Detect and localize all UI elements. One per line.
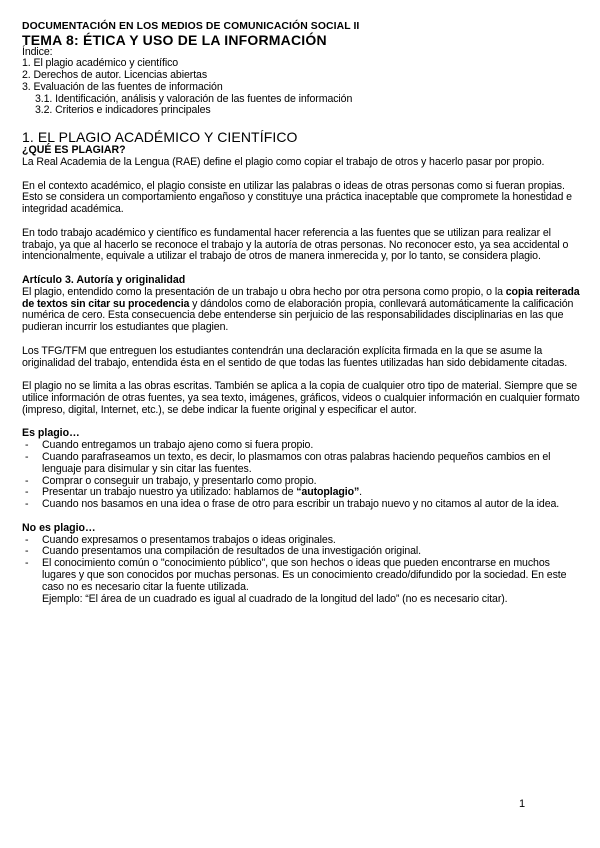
index-subitem: 3.1. Identificación, análisis y valoración de las fuentes de información — [35, 92, 353, 105]
page-number: 1 — [519, 798, 526, 810]
es-plagio-heading: Es plagio… — [22, 427, 80, 440]
no-es-plagio-heading: No es plagio… — [22, 521, 96, 534]
list-item: - Cuando nos basamos en una idea o frase de otro para escribir un trabajo nuevo y no citamos al autor de la idea. — [22, 499, 582, 511]
emphasis: “autoplagio” — [296, 486, 360, 499]
es-plagio-list — [22, 440, 582, 511]
example-text: Ejemplo: “El área de un cuadrado es igual al cuadrado de la longitud del lado” (no es necesario citar). — [42, 592, 508, 605]
section-heading: 1. EL PLAGIO ACADÉMICO Y CIENTÍFICO — [22, 129, 298, 146]
index-label: Índice: — [22, 45, 53, 58]
definition-paragraph: La Real Academia de la Lengua (RAE) define el plagio como copiar el trabajo de otros y hacerlo pasar por propio. — [22, 156, 545, 169]
academic-paragraph: En el contexto académico, el plagio consiste en utilizar las palabras o ideas de otras personas como si fueran propias. Esto se considera un comportamiento engañoso y constituye una práctica inaceptable que compromete la honestidad e integridad académica. — [22, 179, 572, 216]
no-es-plagio-list — [22, 535, 582, 606]
article-paragraph-1: El plagio, entendido como la presentación de un trabajo u obra hecho por otra persona como propio, o la copia reiterada de textos sin citar su procedencia y dándolos como de elaboración propia, conllevará automáticamente la calificación numérica de cero. Esta consecuencia debe entenderse sin perjuicio de las responsabilidades disciplinarias en las que pudieran incurrir los estudiantes que plagien. — [22, 285, 580, 334]
course-subject: DOCUMENTACIÓN EN LOS MEDIOS DE COMUNICACIÓN SOCIAL II — [22, 21, 360, 32]
index-subitem: 3.2. Criterios e indicadores principales — [35, 104, 211, 117]
list-item: - Comprar o conseguir un trabajo, y presentarlo como propio. — [22, 476, 582, 488]
emphasis: copia reiterada de textos sin citar su procedencia — [22, 285, 580, 310]
list-item: - Cuando presentamos una compilación de resultados de una investigación original. — [22, 546, 582, 558]
article-paragraph-2: Los TFG/TFM que entreguen los estudiantes contendrán una declaración explícita firmada en la que se asume la originalidad del trabajo, entendida ésta en el sentido de que todas las fuentes utilizadas han sido debidamente citadas. — [22, 344, 568, 369]
index-item: 3. Evaluación de las fuentes de información — [22, 80, 223, 93]
list-item: - Presentar un trabajo nuestro ya utilizado: hablamos de “autoplagio”. — [22, 487, 582, 499]
page-title: TEMA 8: ÉTICA Y USO DE LA INFORMACIÓN — [22, 31, 327, 48]
index-item: 1. El plagio académico y científico — [22, 57, 179, 70]
index-item: 2. Derechos de autor. Licencias abiertas — [22, 69, 208, 82]
list-item: - Cuando entregamos un trabajo ajeno como si fuera propio. — [22, 440, 582, 452]
list-item: - El conocimiento común o "conocimiento público", que son hechos o ideas que pueden encontrarse en muchos lugares y que son conocidos por muchas personas. Es un conocimiento creado/difundido por la sociedad. En este caso no es necesario citar la fuente utilizada. Ejemplo: “El área de un cuadrado es igual al cuadrado de la longitud del lado” (no es necesario citar). — [22, 558, 582, 605]
article-heading: Artículo 3. Autoría y originalidad — [22, 274, 186, 287]
reference-paragraph: En todo trabajo académico y científico es fundamental hacer referencia a las fuentes que se utilizan para realizar el trabajo, ya que al hacerlo se reconoce el trabajo y la autoría de otras personas. No reconocer esto, ya sea accidental o intencionalmente, equivale a utilizar el trabajo de otros de manera inmerecida y, por lo tanto, se considera plagio. — [22, 226, 569, 263]
section-question: ¿QUÉ ES PLAGIAR? — [22, 144, 126, 157]
article-paragraph-3: El plagio no se limita a las obras escritas. También se aplica a la copia de cualquier otro tipo de material. Siempre que se utilice información de otras fuentes, ya sea texto, imágenes, gráficos, videos o cualquier información en cualquier formato (impreso, digital, Internet, etc.), se debe indicar la fuente original y especificar el autor. — [22, 380, 580, 416]
list-item: - Cuando expresamos o presentamos trabajos o ideas originales. — [22, 535, 582, 547]
document-page — [22, 21, 582, 605]
list-item: - Cuando parafraseamos un texto, es decir, lo plasmamos con otras palabras haciendo pequeños cambios en el lenguaje para disimular y sin citar las fuentes. — [22, 452, 582, 476]
